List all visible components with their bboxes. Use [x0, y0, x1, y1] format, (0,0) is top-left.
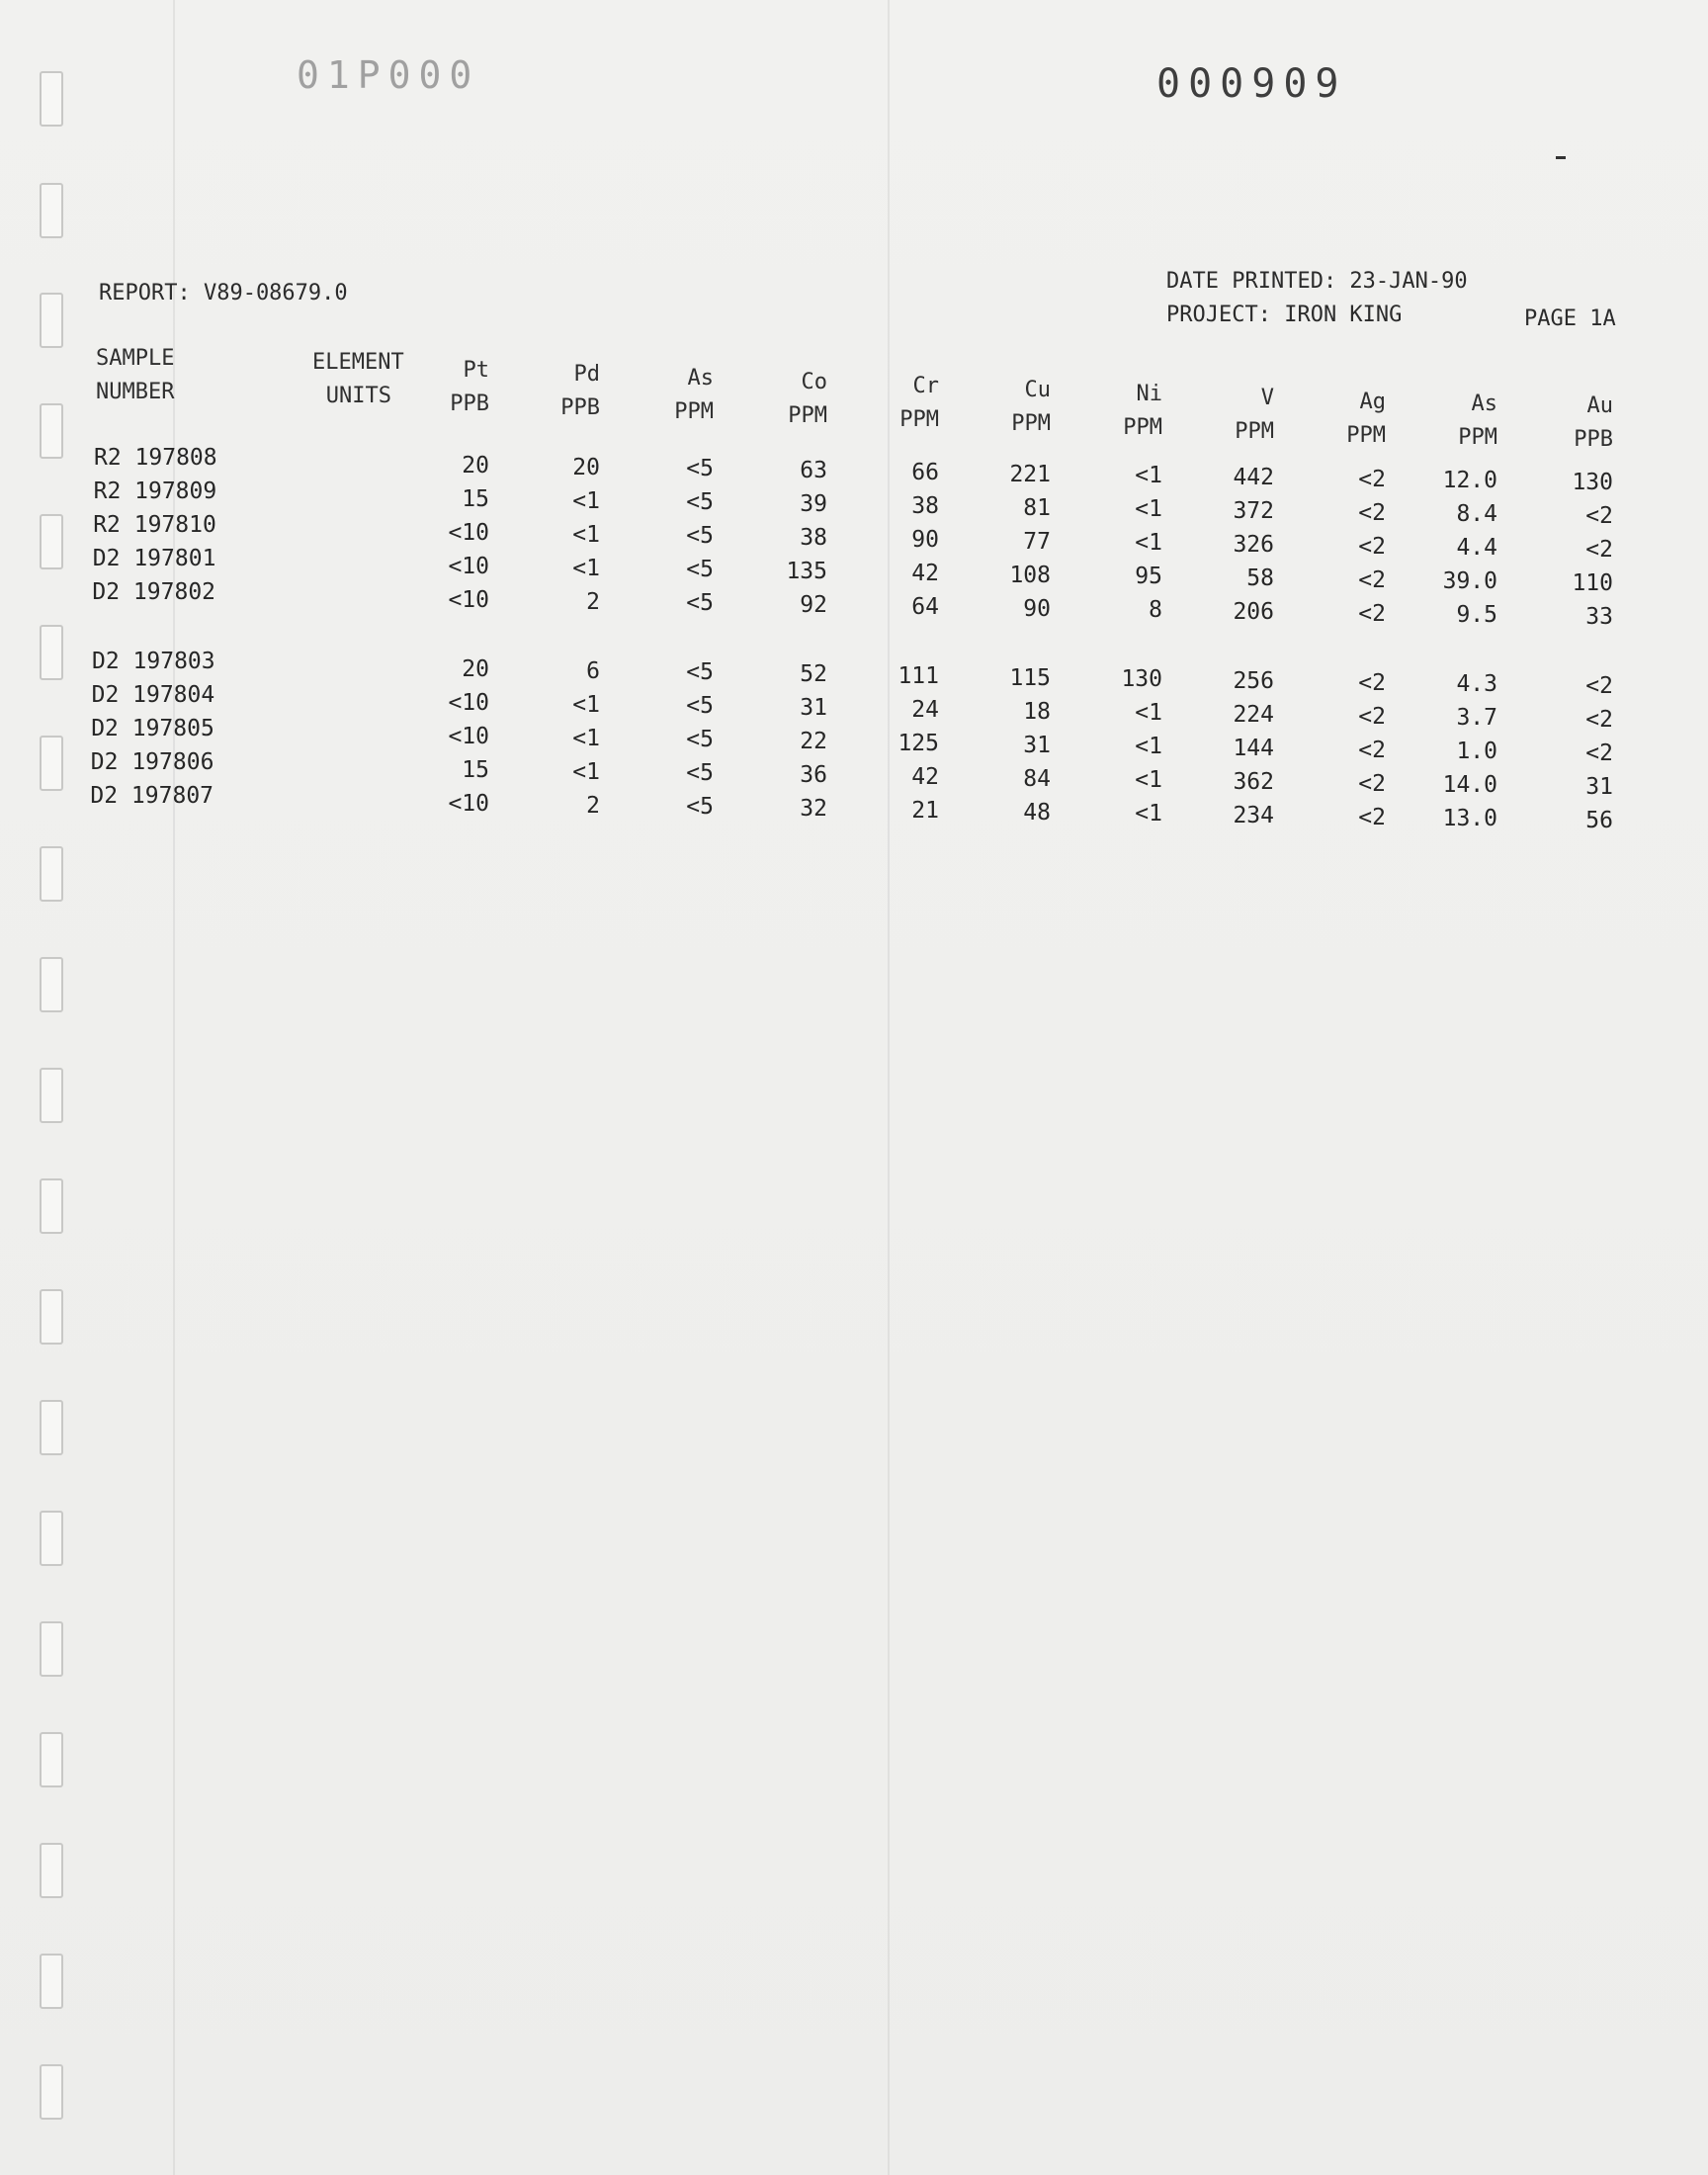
- assay-value: <5: [686, 590, 714, 617]
- assay-value: 326: [1233, 531, 1274, 558]
- column-header-element: As: [1471, 392, 1497, 416]
- assay-value: <2: [1585, 707, 1613, 734]
- assay-value: <1: [572, 691, 600, 718]
- column-header-unit: PPM: [1235, 419, 1274, 444]
- feed-hole: [40, 1621, 63, 1677]
- column-header-element: As: [687, 366, 714, 391]
- assay-value: <10: [448, 724, 489, 749]
- feed-hole: [40, 1068, 63, 1123]
- assay-value: <2: [1358, 566, 1386, 593]
- column-header-unit: PPM: [1011, 411, 1051, 436]
- feed-hole: [40, 293, 63, 348]
- feed-hole: [40, 1732, 63, 1787]
- column-header-unit: PPB: [560, 395, 600, 420]
- feed-hole: [40, 1843, 63, 1898]
- feed-hole: [40, 625, 63, 680]
- assay-value: 9.5: [1456, 602, 1497, 629]
- assay-value: 256: [1233, 667, 1274, 694]
- assay-value: 130: [1121, 666, 1162, 693]
- assay-value: 15: [462, 486, 489, 512]
- assay-value: <5: [686, 659, 714, 686]
- feed-hole: [40, 2064, 63, 2120]
- sample-number: D2 197806: [90, 749, 214, 775]
- feed-hole: [40, 957, 63, 1012]
- assay-value: 2: [586, 792, 600, 819]
- assay-value: <2: [1358, 600, 1386, 627]
- assay-value: 1.0: [1456, 739, 1497, 765]
- assay-value: 13.0: [1442, 806, 1497, 832]
- assay-value: 52: [800, 661, 827, 688]
- assay-value: <5: [686, 693, 714, 720]
- column-header-element: Pt: [463, 358, 489, 383]
- assay-value: 221: [1009, 461, 1051, 487]
- assay-value: 48: [1023, 799, 1051, 826]
- assay-value: 224: [1233, 701, 1274, 728]
- assay-value: 125: [897, 730, 939, 756]
- fold-line: [888, 0, 890, 2175]
- assay-value: 2: [586, 588, 600, 615]
- assay-value: 36: [800, 762, 827, 789]
- feed-hole: [40, 736, 63, 791]
- assay-value: 92: [800, 592, 827, 619]
- assay-value: 39.0: [1442, 568, 1497, 595]
- column-header-element: Ni: [1136, 382, 1162, 406]
- feed-hole: [40, 183, 63, 238]
- assay-value: 20: [462, 453, 489, 478]
- assay-value: 95: [1135, 564, 1162, 590]
- column-header-element: Au: [1586, 393, 1613, 418]
- column-header-element: Cu: [1024, 378, 1051, 402]
- assay-value: <2: [1358, 703, 1386, 730]
- assay-value: 234: [1233, 802, 1274, 828]
- sample-number: R2 197809: [93, 478, 217, 504]
- assay-value: <2: [1585, 673, 1613, 700]
- column-header-unit: PPM: [1346, 423, 1386, 448]
- assay-value: <2: [1358, 669, 1386, 696]
- assay-value: 115: [1009, 664, 1051, 691]
- feed-hole: [40, 1178, 63, 1234]
- assay-value: 111: [897, 662, 939, 689]
- assay-value: <1: [1135, 496, 1162, 523]
- feed-hole: [40, 71, 63, 127]
- page-stamp-number: 000909: [1156, 61, 1347, 107]
- assay-value: <5: [686, 794, 714, 821]
- assay-value: 42: [911, 560, 939, 586]
- assay-value: <5: [686, 489, 714, 516]
- assay-value: 32: [800, 796, 827, 823]
- assay-value: <10: [448, 520, 489, 546]
- sample-header-line1: SAMPLE: [96, 346, 175, 371]
- assay-value: 90: [911, 526, 939, 553]
- sample-number: D2 197807: [90, 783, 214, 809]
- assay-value: 372: [1233, 497, 1274, 524]
- assay-value: 8.4: [1456, 501, 1497, 528]
- feed-hole: [40, 403, 63, 459]
- assay-value: 8: [1149, 597, 1162, 624]
- assay-value: <2: [1358, 770, 1386, 797]
- assay-value: 77: [1023, 528, 1051, 555]
- assay-value: <10: [448, 587, 489, 613]
- assay-value: 20: [462, 656, 489, 682]
- assay-value: 20: [572, 454, 600, 480]
- assay-value: 362: [1233, 768, 1274, 795]
- column-header-element: Pd: [573, 362, 600, 387]
- feed-hole: [40, 846, 63, 902]
- column-header-unit: PPM: [1458, 425, 1497, 450]
- assay-value: 84: [1023, 765, 1051, 792]
- feed-hole: [40, 1511, 63, 1566]
- assay-value: 18: [1023, 698, 1051, 725]
- sample-number: D2 197803: [92, 649, 215, 674]
- assay-value: 4.4: [1456, 535, 1497, 562]
- assay-value: 66: [911, 459, 939, 485]
- assay-value: 39: [800, 491, 827, 518]
- report-number: REPORT: V89-08679.0: [99, 281, 348, 305]
- sample-header-line2: NUMBER: [96, 380, 175, 404]
- assay-value: <10: [448, 690, 489, 716]
- assay-value: 12.0: [1442, 468, 1497, 494]
- assay-value: 58: [1246, 565, 1274, 591]
- assay-value: <1: [1135, 463, 1162, 489]
- assay-value: 63: [800, 458, 827, 484]
- fold-line: [173, 0, 175, 2175]
- assay-value: <1: [572, 758, 600, 785]
- assay-value: <2: [1585, 537, 1613, 564]
- assay-value: <5: [686, 523, 714, 550]
- sample-number: R2 197808: [94, 445, 217, 471]
- assay-value: <2: [1585, 740, 1613, 767]
- assay-value: <2: [1358, 466, 1386, 492]
- assay-value: <1: [572, 487, 600, 514]
- assay-value: 31: [1023, 732, 1051, 758]
- assay-value: <5: [686, 727, 714, 753]
- assay-value: <2: [1358, 533, 1386, 560]
- feed-hole: [40, 1400, 63, 1455]
- assay-value: 4.3: [1456, 671, 1497, 698]
- assay-value: <2: [1358, 804, 1386, 830]
- assay-value: 108: [1009, 562, 1051, 588]
- feed-hole: [40, 1289, 63, 1345]
- sample-number: D2 197805: [91, 716, 214, 741]
- feed-hole: [40, 1954, 63, 2009]
- feed-hole: [40, 514, 63, 569]
- assay-value: <1: [572, 521, 600, 548]
- assay-value: 33: [1585, 604, 1613, 631]
- sample-number: D2 197801: [92, 546, 216, 571]
- assay-value: <1: [1135, 530, 1162, 557]
- column-header-unit: PPM: [674, 399, 714, 424]
- sample-number: D2 197804: [91, 682, 215, 708]
- assay-value: <1: [1135, 700, 1162, 727]
- assay-value: 81: [1023, 494, 1051, 521]
- assay-value: 38: [911, 492, 939, 519]
- assay-value: <1: [572, 555, 600, 581]
- assay-value: <2: [1358, 499, 1386, 526]
- assay-value: <5: [686, 557, 714, 583]
- page-number: PAGE 1A: [1524, 306, 1616, 331]
- assay-value: 38: [800, 525, 827, 552]
- element-header-line2: UNITS: [325, 384, 391, 408]
- assay-value: 135: [786, 559, 827, 585]
- column-header-unit: PPB: [450, 392, 489, 416]
- assay-value: <1: [1135, 801, 1162, 827]
- column-header-element: Co: [801, 370, 827, 394]
- assay-value: <5: [686, 760, 714, 787]
- column-header-element: Ag: [1359, 390, 1386, 414]
- assay-value: 6: [586, 657, 600, 684]
- assay-value: 442: [1233, 464, 1274, 490]
- column-header-element: V: [1260, 386, 1274, 410]
- assay-value: 130: [1572, 470, 1613, 496]
- assay-value: <1: [1135, 734, 1162, 760]
- assay-value: 31: [800, 695, 827, 722]
- assay-value: 64: [911, 593, 939, 620]
- assay-value: 21: [911, 797, 939, 824]
- assay-value: 206: [1233, 598, 1274, 625]
- column-header-unit: PPB: [1574, 427, 1613, 452]
- project-name: PROJECT: IRON KING: [1166, 303, 1403, 327]
- assay-value: 110: [1572, 570, 1613, 597]
- assay-value: 56: [1585, 808, 1613, 834]
- assay-value: <2: [1585, 503, 1613, 530]
- element-header-line1: ELEMENT: [312, 350, 404, 375]
- page-stamp-faint: 01P000: [297, 53, 480, 97]
- assay-value: 22: [800, 729, 827, 755]
- assay-value: <1: [1135, 767, 1162, 794]
- assay-value: 144: [1233, 735, 1274, 761]
- column-header-unit: PPM: [899, 407, 939, 432]
- assay-value: 31: [1585, 774, 1613, 801]
- ink-mark: [1556, 156, 1566, 159]
- assay-value: 14.0: [1442, 772, 1497, 799]
- assay-value: 90: [1023, 595, 1051, 622]
- sample-number: R2 197810: [93, 512, 216, 538]
- sample-number: D2 197802: [92, 579, 216, 605]
- assay-value: <10: [448, 554, 489, 579]
- assay-value: <2: [1358, 737, 1386, 763]
- assay-value: 24: [911, 696, 939, 723]
- assay-value: 42: [911, 763, 939, 790]
- date-printed: DATE PRINTED: 23-JAN-90: [1166, 269, 1468, 294]
- assay-value: <1: [572, 725, 600, 751]
- assay-value: <5: [686, 456, 714, 482]
- column-header-element: Cr: [912, 374, 939, 398]
- assay-value: <10: [448, 791, 489, 817]
- column-header-unit: PPM: [788, 403, 827, 428]
- column-header-unit: PPM: [1123, 415, 1162, 440]
- assay-value: 3.7: [1456, 705, 1497, 732]
- assay-value: 15: [462, 757, 489, 783]
